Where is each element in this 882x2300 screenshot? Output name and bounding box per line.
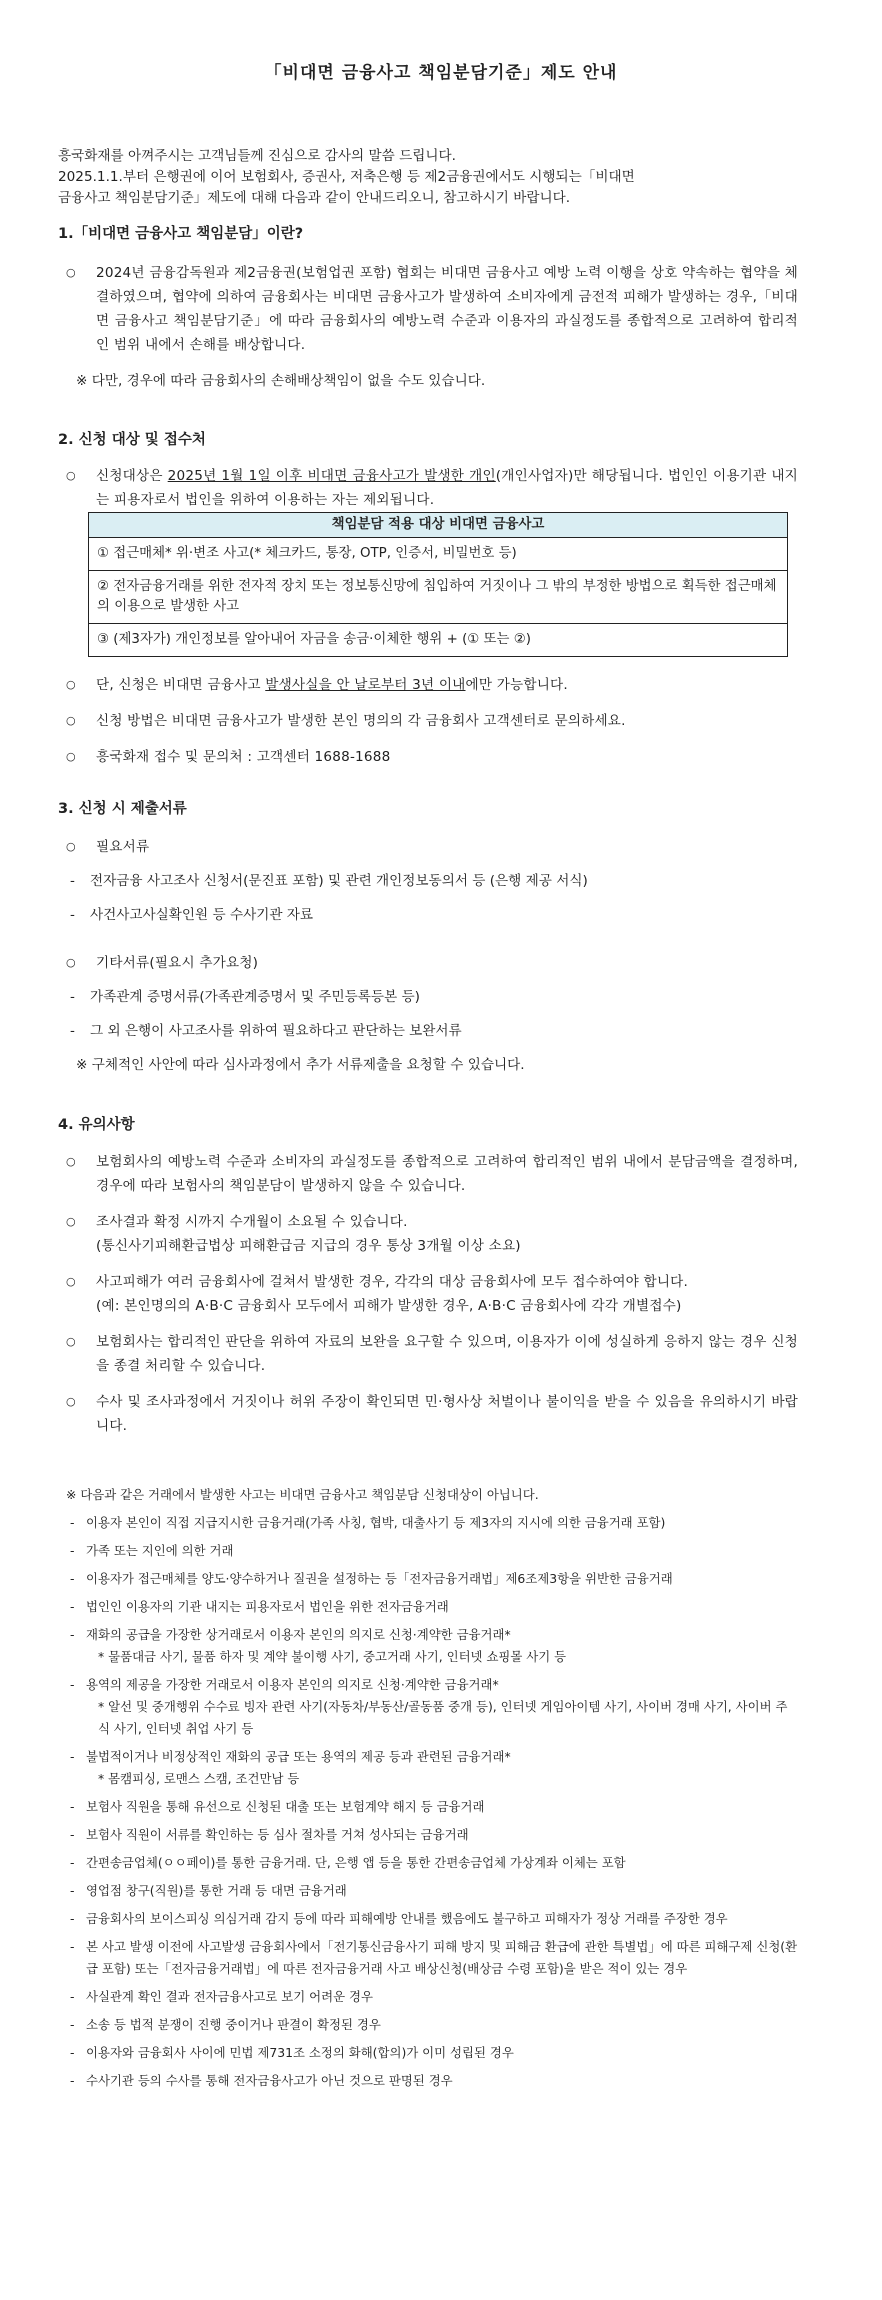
circle-bullet-icon: ○	[66, 1335, 76, 1348]
section-1-body	[58, 261, 798, 393]
exclusion-text: 법인인 이용자의 기관 내지는 피용자로서 법인을 위한 전자금융거래	[86, 1599, 449, 1614]
accident-types-table	[88, 512, 788, 657]
intro-line: 2025.1.1.부터 은행권에 이어 보험회사, 증권사, 저축은행 등 제2금융권에서도 시행되는「비대면	[58, 169, 635, 185]
target-text-post: (개인사업자)만 해당됩니다. 법인인 이용기관 내지는 피용자로서 법인을 위하여 이용하는 자는 제외됩니다.	[96, 468, 798, 508]
exclusion-text: 재화의 공급을 가장한 상거래로서 이용자 본인의 의지로 신청·계약한 금융거래*	[86, 1627, 511, 1642]
period-text-post: 에만 가능합니다.	[465, 677, 568, 693]
circle-bullet-icon: ○	[66, 1395, 76, 1408]
list-item	[58, 1270, 798, 1318]
list-item	[58, 1150, 798, 1198]
list-item: - 가족관계 증명서류(가족관계증명서 및 주민등록등본 등)	[58, 984, 798, 1010]
list-item: - 가족 또는 지인에 의한 거래	[58, 1540, 798, 1562]
list-item: - 수사기관 등의 수사를 통해 전자금융사고가 아닌 것으로 판명된 경우	[58, 2070, 798, 2092]
list-item: - 사실관계 확인 결과 전자금융사고로 보기 어려운 경우	[58, 1986, 798, 2008]
list-item: - 전자금융 사고조사 신청서(문진표 포함) 및 관련 개인정보동의서 등 (은행 제공 서식)	[58, 868, 798, 894]
intro-line: 금융사고 책임분담기준」제도에 대해 다음과 같이 안내드리오니, 참고하시기 바랍니다.	[58, 190, 571, 206]
intro-line: 흥국화재를 아껴주시는 고객님들께 진심으로 감사의 말씀 드립니다.	[58, 148, 456, 164]
list-item: - 소송 등 법적 분쟁이 진행 중이거나 판결이 확정된 경우	[58, 2014, 798, 2036]
list-item: - 보험사 직원을 통해 유선으로 신청된 대출 또는 보험계약 해지 등 금융거래	[58, 1796, 798, 1818]
table-row: ③ (제3자가) 개인정보를 알아내어 자금을 송금·이체한 행위 + (① 또는 ②)	[89, 624, 788, 657]
list-item: - 불법적이거나 비정상적인 재화의 공급 또는 용역의 제공 등과 관련된 금융거래*	[58, 1746, 798, 1768]
exclusion-text: 보험사 직원이 서류를 확인하는 등 심사 절차를 거쳐 성사되는 금융거래	[86, 1827, 469, 1842]
exclusion-text: 본 사고 발생 이전에 사고발생 금융회사에서「전기통신금융사기 피해 방지 및 피해금 환급에 관한 특별법」에 따른 피해구제 신청(환급 포함) 또는「전자금융거래법」에 따른 전자금융거래 사고 배상신청(배상금 수령 포함)을 받은 적이 있는 경우	[86, 1939, 798, 1976]
list-item	[58, 834, 798, 860]
caution-text: 조사결과 확정 시까지 수개월이 소요될 수 있습니다.	[96, 1214, 408, 1230]
caution-text: 수사 및 조사과정에서 거짓이나 허위 주장이 확인되면 민·형사상 처벌이나 불이익을 받을 수 있음을 유의하시기 바랍니다.	[96, 1394, 798, 1434]
list-item: - 이용자와 금융회사 사이에 민법 제731조 소정의 화해(합의)가 이미 성립된 경우	[58, 2042, 798, 2064]
target-text-pre: 신청대상은	[96, 468, 168, 484]
list-item: - 이용자 본인이 직접 지급지시한 금융거래(가족 사칭, 협박, 대출사기 등 제3자의 지시에 의한 금융거래 포함)	[58, 1512, 798, 1534]
list-item: - 사건사고사실확인원 등 수사기관 자료	[58, 902, 798, 928]
exclusion-text: 간편송금업체(ㅇㅇ페이)를 통한 금융거래. 단, 은행 앱 등을 통한 간편송금업체 가상계좌 이체는 포함	[86, 1855, 626, 1870]
exclusion-text: 수사기관 등의 수사를 통해 전자금융사고가 아닌 것으로 판명된 경우	[86, 2073, 453, 2088]
list-item	[58, 1390, 798, 1438]
exclusion-text: 금융회사의 보이스피싱 의심거래 감지 등에 따라 피해예방 안내를 했음에도 불구하고 피해자가 정상 거래를 주장한 경우	[86, 1911, 728, 1926]
required-docs-title: 필요서류	[96, 839, 150, 855]
exclusion-text: 소송 등 법적 분쟁이 진행 중이거나 판결이 확정된 경우	[86, 2017, 381, 2032]
table-row: ② 전자금융거래를 위한 전자적 장치 또는 정보통신망에 침입하여 거짓이나 그 밖의 부정한 방법으로 획득한 접근매체의 이용으로 발생한 사고	[89, 571, 788, 624]
table-header: 책임분담 적용 대상 비대면 금융사고	[89, 513, 788, 538]
other-doc: 가족관계 증명서류(가족관계증명서 및 주민등록등본 등)	[90, 989, 420, 1005]
required-doc: 전자금융 사고조사 신청서(문진표 포함) 및 관련 개인정보동의서 등 (은행 제공 서식)	[90, 873, 588, 889]
circle-bullet-icon: ○	[66, 956, 76, 969]
list-item: - 본 사고 발생 이전에 사고발생 금융회사에서「전기통신금융사기 피해 방지 및 피해금 환급에 관한 특별법」에 따른 피해구제 신청(환급 포함) 또는「전자금융거래법」에 따른 전자금융거래 사고 배상신청(배상금 수령 포함)을 받은 적이 있는 경우	[58, 1936, 798, 1980]
list-item: - 보험사 직원이 서류를 확인하는 등 심사 절차를 거쳐 성사되는 금융거래	[58, 1824, 798, 1846]
exclusion-text: 영업점 창구(직원)를 통한 거래 등 대면 금융거래	[86, 1883, 347, 1898]
section-3-note: ※ 구체적인 사안에 따라 심사과정에서 추가 서류제출을 요청할 수 있습니다.	[76, 1057, 525, 1073]
circle-bullet-icon: ○	[66, 840, 76, 853]
circle-bullet-icon: ○	[66, 266, 76, 279]
circle-bullet-icon: ○	[66, 678, 76, 691]
exclusion-text: 사실관계 확인 결과 전자금융사고로 보기 어려운 경우	[86, 1989, 373, 2004]
caution-subtext: (통신사기피해환급법상 피해환급금 지급의 경우 통상 3개월 이상 소요)	[96, 1238, 521, 1254]
circle-bullet-icon: ○	[66, 1275, 76, 1288]
caution-text: 보험회사의 예방노력 수준과 소비자의 과실정도를 종합적으로 고려하여 합리적인 범위 내에서 분담금액을 결정하며, 경우에 따라 보험사의 책임분담이 발생하지 않을 수 있습니다.	[96, 1154, 798, 1194]
method-text: 신청 방법은 비대면 금융사고가 발생한 본인 명의의 각 금융회사 고객센터로 문의하세요.	[96, 713, 626, 729]
section-1-heading: 1.「비대면 금융사고 책임분담」이란?	[58, 226, 304, 242]
target-text-underlined: 2025년 1월 1일 이후 비대면 금융사고가 발생한 개인	[167, 468, 496, 484]
exclusion-text: 이용자가 접근매체를 양도·양수하거나 질권을 설정하는 등「전자금융거래법」제6조제3항을 위반한 금융거래	[86, 1571, 673, 1586]
list-item: - 간편송금업체(ㅇㅇ페이)를 통한 금융거래. 단, 은행 앱 등을 통한 간편송금업체 가상계좌 이체는 포함	[58, 1852, 798, 1874]
list-item: - 이용자가 접근매체를 양도·양수하거나 질권을 설정하는 등「전자금융거래법」제6조제3항을 위반한 금융거래	[58, 1568, 798, 1590]
list-item	[58, 1330, 798, 1378]
required-doc: 사건사고사실확인원 등 수사기관 자료	[90, 907, 314, 923]
section-3-heading: 3. 신청 시 제출서류	[58, 801, 187, 817]
list-item: - 용역의 제공을 가장한 거래로서 이용자 본인의 의지로 신청·계약한 금융거래*	[58, 1674, 798, 1696]
list-item	[58, 673, 798, 697]
caution-text: 사고피해가 여러 금융회사에 걸쳐서 발생한 경우, 각각의 대상 금융회사에 모두 접수하여야 합니다.	[96, 1274, 689, 1290]
exclusion-text: 이용자와 금융회사 사이에 민법 제731조 소정의 화해(합의)가 이미 성립된 경우	[86, 2045, 514, 2060]
list-item: - 영업점 창구(직원)를 통한 거래 등 대면 금융거래	[58, 1880, 798, 1902]
list-item	[58, 950, 798, 976]
section-1-note: ※ 다만, 경우에 따라 금융회사의 손해배상책임이 없을 수도 있습니다.	[76, 373, 486, 389]
circle-bullet-icon: ○	[66, 714, 76, 727]
section-3-body	[58, 834, 798, 1078]
section-2-body	[58, 464, 798, 769]
list-item: - 금융회사의 보이스피싱 의심거래 감지 등에 따라 피해예방 안내를 했음에도 불구하고 피해자가 정상 거래를 주장한 경우	[58, 1908, 798, 1930]
period-text-underlined: 발생사실을 안 날로부터 3년 이내	[265, 677, 466, 693]
circle-bullet-icon: ○	[66, 469, 76, 482]
period-text-pre: 단, 신청은 비대면 금융사고	[96, 677, 266, 693]
exclusion-subtext: * 알선 및 중개행위 수수료 빙자 관련 사기(자동차/부동산/골동품 중개 등), 인터넷 게임아이템 사기, 사이버 경매 사기, 사이버 주식 사기, 인터넷 취업 사기 등	[98, 1699, 788, 1736]
list-item	[58, 261, 798, 357]
exclusions	[58, 1484, 798, 2092]
caution-subtext: (예: 본인명의의 A·B·C 금융회사 모두에서 피해가 발생한 경우, A·B·C 금융회사에 각각 개별접수)	[96, 1298, 682, 1314]
caution-text: 보험회사는 합리적인 판단을 위하여 자료의 보완을 요구할 수 있으며, 이용자가 이에 성실하게 응하지 않는 경우 신청을 종결 처리할 수 있습니다.	[96, 1334, 798, 1374]
list-item: - 재화의 공급을 가장한 상거래로서 이용자 본인의 의지로 신청·계약한 금융거래*	[58, 1624, 798, 1646]
other-docs-title: 기타서류(필요시 추가요청)	[96, 955, 259, 971]
page-title: 「비대면 금융사고 책임분담기준」제도 안내	[264, 63, 618, 83]
exclusion-text: 이용자 본인이 직접 지급지시한 금융거래(가족 사칭, 협박, 대출사기 등 제3자의 지시에 의한 금융거래 포함)	[86, 1515, 666, 1530]
exclusion-text: 용역의 제공을 가장한 거래로서 이용자 본인의 의지로 신청·계약한 금융거래*	[86, 1677, 499, 1692]
contact-text: 흥국화재 접수 및 문의처 : 고객센터 1688-1688	[96, 749, 391, 765]
list-item	[58, 1210, 798, 1258]
section-4-body	[58, 1150, 798, 1438]
exclusion-text: 보험사 직원을 통해 유선으로 신청된 대출 또는 보험계약 해지 등 금융거래	[86, 1799, 485, 1814]
circle-bullet-icon: ○	[66, 750, 76, 763]
other-doc: 그 외 은행이 사고조사를 위하여 필요하다고 판단하는 보완서류	[90, 1023, 462, 1039]
circle-bullet-icon: ○	[66, 1155, 76, 1168]
section-2-heading: 2. 신청 대상 및 접수처	[58, 432, 206, 448]
list-item: - 그 외 은행이 사고조사를 위하여 필요하다고 판단하는 보완서류	[58, 1018, 798, 1044]
list-item	[58, 709, 798, 733]
section-1-text: 2024년 금융감독원과 제2금융권(보험업권 포함) 협회는 비대면 금융사고 예방 노력 이행을 상호 약속하는 협약을 체결하였으며, 협약에 의하여 금융회사는 비대면 금융사고가 발생하여 소비자에게 금전적 피해가 발생하는 경우,「비대면 금융사고 책임분담기준」에 따라 금융회사의 예방노력 수준과 이용자의 과실정도를 종합적으로 고려하여 합리적인 범위 내에서 손해를 배상합니다.	[96, 265, 798, 353]
exclusion-text: 가족 또는 지인에 의한 거래	[86, 1543, 234, 1558]
exclusion-subtext: * 물품대금 사기, 물품 하자 및 계약 불이행 사기, 중고거래 사기, 인터넷 쇼핑몰 사기 등	[98, 1649, 567, 1664]
exclusion-text: 불법적이거나 비정상적인 재화의 공급 또는 용역의 제공 등과 관련된 금융거래*	[86, 1749, 511, 1764]
intro	[58, 146, 818, 209]
list-item	[58, 464, 798, 512]
list-item	[58, 745, 798, 769]
circle-bullet-icon: ○	[66, 1215, 76, 1228]
list-item: - 법인인 이용자의 기관 내지는 피용자로서 법인을 위한 전자금융거래	[58, 1596, 798, 1618]
exclusion-subtext: * 몸캠피싱, 로맨스 스캠, 조건만남 등	[98, 1771, 300, 1786]
exclusions-heading: ※ 다음과 같은 거래에서 발생한 사고는 비대면 금융사고 책임분담 신청대상이 아닙니다.	[66, 1487, 539, 1502]
table-row: ① 접근매체* 위·변조 사고(* 체크카드, 통장, OTP, 인증서, 비밀번호 등)	[89, 538, 788, 571]
section-4-heading: 4. 유의사항	[58, 1117, 135, 1133]
